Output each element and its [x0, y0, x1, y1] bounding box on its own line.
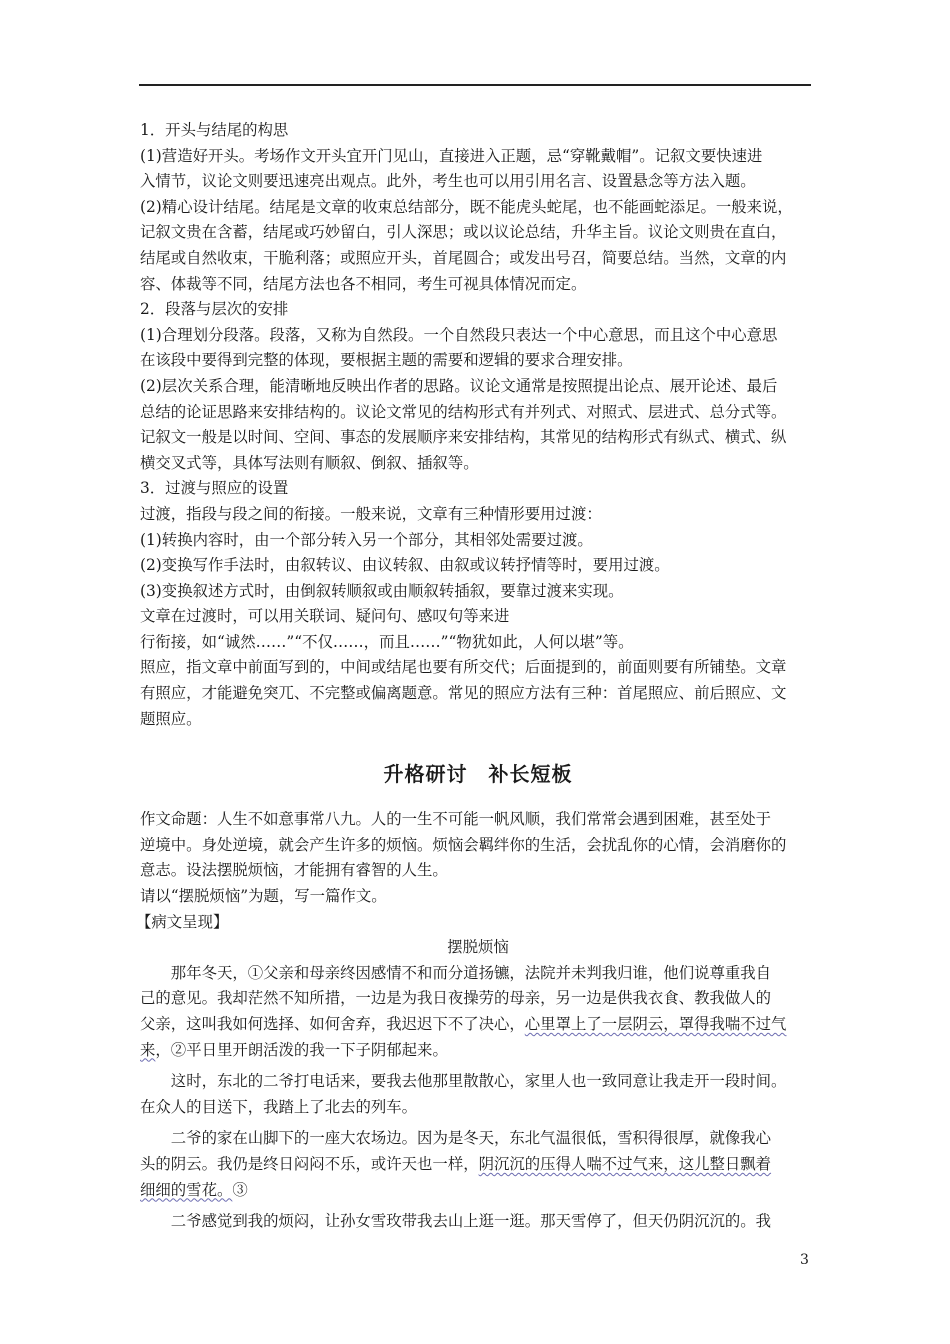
text-line: 横交叉式等，具体写法则有顺叙、倒叙、插叙等。 [140, 453, 479, 472]
prompt-line: 作文命题：人生不如意事常八九。人的一生不可能一帆风顺，我们常常会遇到困难，甚至处于 [140, 810, 772, 829]
text-line: (3)变换叙述方式时，由倒叙转顺叙或由顺叙转插叙，要靠过渡来实现。 [140, 581, 624, 600]
prompt-line: 请以“摆脱烦恼”为题，写一篇作文。 [140, 887, 387, 906]
text-segment: 头的阴云。我仍是终日闷闷不乐，或许天也一样， [140, 1154, 479, 1173]
text-segment: 父亲，这叫我如何选择、如何舍弃，我迟迟下不了决心， [140, 1015, 525, 1033]
wavy-underlined-text: 来 [140, 1040, 156, 1059]
text-line: (1)转换内容时，由一个部分转入另一个部分，其相邻处需要过渡。 [140, 530, 593, 549]
essay-title: 摆脱烦恼 [447, 938, 509, 957]
essay-line [140, 1038, 816, 1064]
document-body [136, 118, 816, 1235]
prompt-line: 逆境中。身处逆境，就会产生许多的烦恼。烦恼会羁绊你的生活，会扰乱你的心情，会消磨你的 [140, 835, 787, 854]
essay-line: 这时，东北的二爷打电话来，要我去他那里散散心，家里人也一致同意让我走开一段时间。 [170, 1072, 787, 1091]
heading-2: 2．段落与层次的安排 [140, 300, 289, 319]
wavy-underlined-text: 心里罩上了一层阴云，罩得我喘不过气 [524, 1015, 787, 1033]
wavy-underlined-text: 阴沉沉的压得人喘不过气来，这儿整日飘着 [478, 1154, 772, 1173]
text-line: 照应，指文章中前面写到的，中间或结尾也要有所交代；后面提到的，前面则要有所铺垫。文章 [140, 658, 787, 677]
text-line: 入情节，议论文则要迅速亮出观点。此外，考生也可以用引用名言、设置悬念等方法入题。 [140, 172, 756, 191]
text-line: 有照应，才能避免突兀、不完整或偏离题意。常见的照应方法有三种：首尾照应、前后照应、文 [140, 684, 787, 703]
essay-line [140, 1012, 816, 1038]
text-segment: ③ [232, 1180, 248, 1199]
wavy-underlined-text: 细细的雪花。 [140, 1180, 233, 1199]
prompt-line: 意志。设法摆脱烦恼，才能拥有睿智的人生。 [140, 861, 448, 880]
essay-line: 二爷的家在山脚下的一座大农场边。因为是冬天，东北气温很低，雪积得很厚，就像我心 [170, 1129, 772, 1148]
essay-line: 己的意见。我却茫然不知所措，一边是为我日夜操劳的母亲，另一边是供我衣食、教我做人的 [140, 989, 772, 1008]
text-line: 文章在过渡时，可以用关联词、疑问句、感叹句等来进 [140, 607, 510, 626]
text-line: 总结的论证思路来安排结构的。议论文常见的结构形式有并列式、对照式、层进式、总分式等。 [140, 402, 787, 421]
text-segment: ，②平日里开朗活泼的我一下子阴郁起来。 [155, 1040, 448, 1059]
essay-line [140, 1152, 816, 1178]
text-line: 行衔接，如“诚然……”“不仅……，而且……”“物犹如此，人何以堪”等。 [140, 632, 634, 651]
text-line: (2)层次关系合理，能清晰地反映出作者的思路。议论文通常是按照提出论点、展开论述、最后 [140, 376, 778, 395]
text-line: (1)营造好开头。考场作文开头宜开门见山，直接进入正题，忌“穿靴戴帽”。记叙文要快速进 [140, 146, 763, 165]
text-line: 在该段中要得到完整的体现，要根据主题的需要和逻辑的要求合理安排。 [140, 351, 633, 370]
text-line: (1)合理划分段落。段落，又称为自然段。一个自然段只表达一个中心意思，而且这个中心意思 [140, 325, 778, 344]
page-number: 3 [800, 1252, 809, 1268]
section-title: 升格研讨 补长短板 [383, 762, 573, 787]
essay-line: 在众人的目送下，我踏上了北去的列车。 [140, 1097, 418, 1116]
essay-line [140, 1178, 816, 1204]
text-line: 容、体裁等不同，结尾方法也各不相同，考生可视具体情况而定。 [140, 274, 587, 293]
text-line: (2)精心设计结尾。结尾是文章的收束总结部分，既不能虎头蛇尾，也不能画蛇添足。一般来说， [140, 197, 793, 216]
header-rule [139, 84, 811, 86]
bracket-label: 【病文呈现】 [136, 912, 229, 931]
text-line: (2)变换写作手法时，由叙转议、由议转叙、由叙或议转抒情等时，要用过渡。 [140, 556, 670, 575]
essay-line: 那年冬天，①父亲和母亲终因感情不和而分道扬镳，法院并未判我归谁，他们说尊重我自 [170, 963, 772, 982]
text-line: 过渡，指段与段之间的衔接。一般来说，文章有三种情形要用过渡： [140, 504, 602, 523]
essay-line: 二爷感觉到我的烦闷，让孙女雪玫带我去山上逛一逛。那天雪停了，但天仍阴沉沉的。我 [170, 1212, 772, 1231]
text-line: 题照应。 [140, 709, 202, 728]
heading-3: 3．过渡与照应的设置 [140, 479, 289, 498]
text-line: 记叙文贵在含蓄，结尾或巧妙留白，引人深思；或以议论总结，升华主旨。议论文则贵在直白， [140, 223, 787, 242]
text-line: 记叙文一般是以时间、空间、事态的发展顺序来安排结构，其常见的结构形式有纵式、横式、纵 [140, 428, 787, 447]
heading-1: 1．开头与结尾的构思 [140, 121, 289, 139]
text-line: 结尾或自然收束，干脆利落；或照应开头，首尾圆合；或发出号召，简要总结。当然，文章的内 [140, 248, 787, 267]
